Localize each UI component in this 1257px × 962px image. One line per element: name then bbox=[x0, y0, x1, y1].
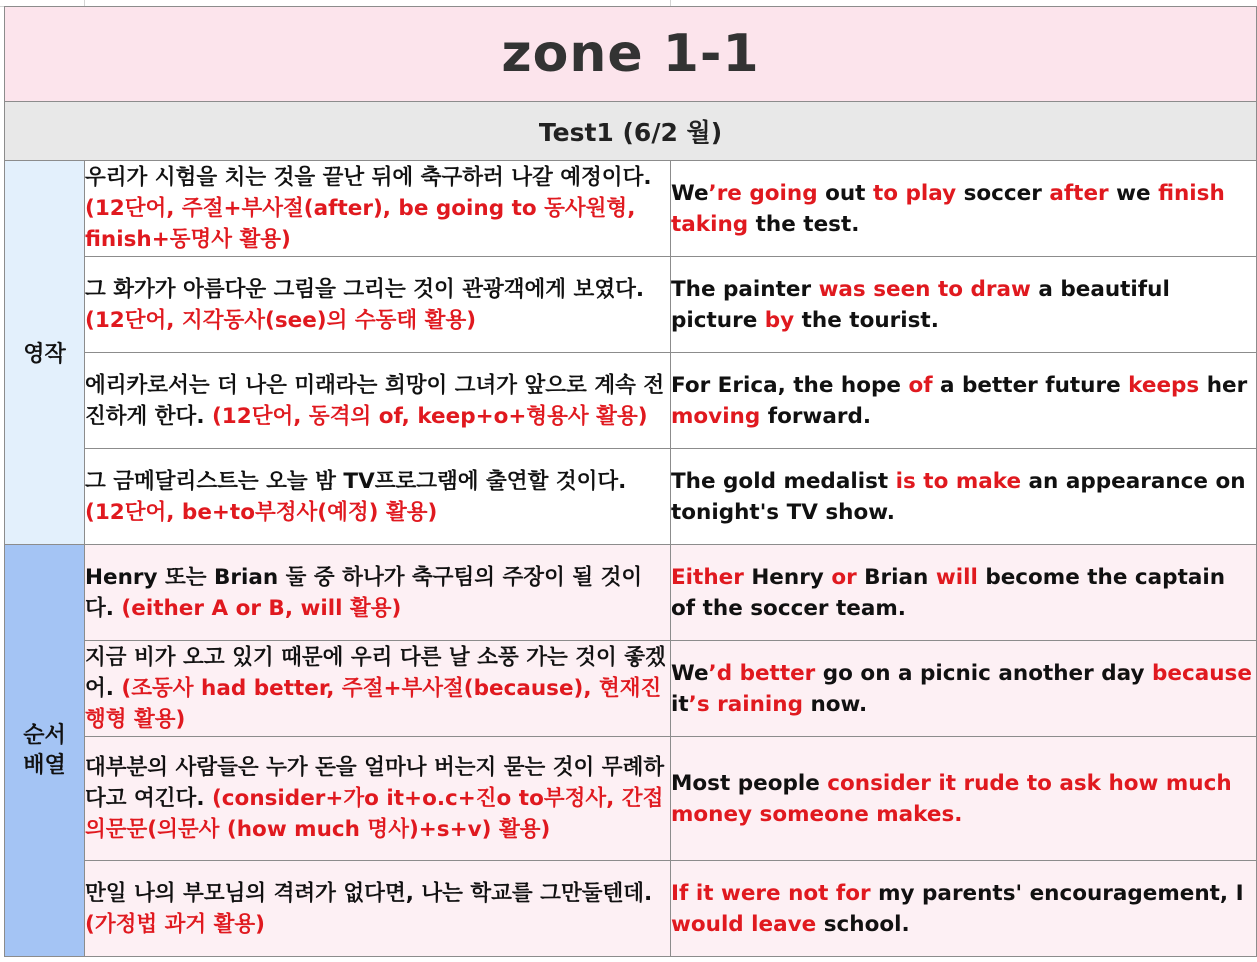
answer-plain-text: We bbox=[671, 180, 709, 206]
answer-text bbox=[671, 181, 1225, 237]
answer-cell bbox=[671, 257, 1257, 353]
answer-key-phrase: is to make bbox=[895, 468, 1022, 494]
answer-plain-text: For Erica, the hope bbox=[671, 372, 909, 398]
category-label: 영작 bbox=[23, 342, 66, 367]
question-text: 에리카로서는 더 나은 미래라는 희망이 그녀가 앞으로 계속 전진하게 한다. bbox=[85, 372, 665, 429]
answer-plain-text: the tourist. bbox=[794, 307, 939, 333]
question-cell bbox=[85, 257, 671, 353]
answer-plain-text: go on a picnic another day bbox=[815, 660, 1152, 686]
question-hint: (12단어, 주절+부사절(after), be going to 동사원형, finish+동명사 활용) bbox=[85, 196, 636, 252]
answer-plain-text: an appearance on tonight's TV show. bbox=[671, 468, 1246, 525]
category-label-line1: 순서 bbox=[23, 722, 66, 748]
question-text: 만일 나의 부모님의 격려가 없다면, 나는 학교를 그만둘텐데. bbox=[85, 880, 653, 906]
answer-key-phrase: moving bbox=[671, 403, 761, 429]
answer-plain-text: the test. bbox=[748, 211, 860, 237]
answer-plain-text: a beautiful picture bbox=[671, 276, 1170, 333]
answer-key-phrase: would leave bbox=[671, 911, 817, 937]
answer-plain-text: out bbox=[817, 180, 873, 206]
answer-cell bbox=[671, 641, 1257, 737]
question-cell bbox=[85, 861, 671, 957]
answer-plain-text: Brian bbox=[856, 564, 936, 590]
answer-text bbox=[671, 277, 1170, 333]
answer-plain-text: it bbox=[671, 691, 689, 717]
answer-plain-text: a better future bbox=[932, 372, 1129, 398]
answer-key-phrase: consider it rude to ask how much money someone makes. bbox=[671, 770, 1232, 827]
question-hint: (12단어, 동격의 of, keep+o+형용사 활용) bbox=[211, 403, 648, 429]
question-text: Henry 또는 Brian 둘 중 하나가 축구팀의 주장이 될 것이다. bbox=[85, 564, 643, 621]
answer-plain-text: we bbox=[1108, 180, 1159, 206]
question-hint: (either A or B, will 활용) bbox=[121, 595, 402, 621]
answer-text bbox=[671, 771, 1232, 827]
answer-key-phrase: Either bbox=[671, 564, 744, 590]
answer-cell bbox=[671, 161, 1257, 257]
answer-plain-text: become the captain of the soccer team. bbox=[671, 564, 1226, 621]
question-cell bbox=[85, 545, 671, 641]
answer-text bbox=[671, 565, 1225, 621]
answer-text bbox=[671, 469, 1246, 525]
question-hint: (가정법 과거 활용) bbox=[85, 911, 266, 937]
category-ordering bbox=[5, 545, 85, 957]
category-label-line2: 배열 bbox=[23, 752, 66, 778]
answer-text bbox=[671, 661, 1252, 717]
answer-plain-text: Henry bbox=[743, 564, 832, 590]
answer-plain-text: my parents' encouragement, I bbox=[870, 880, 1244, 906]
answer-key-phrase: to play bbox=[872, 180, 957, 206]
question-cell bbox=[85, 161, 671, 257]
answer-cell bbox=[671, 737, 1257, 861]
question-text: 우리가 시험을 치는 것을 끝난 뒤에 축구하러 나갈 예정이다. bbox=[85, 165, 652, 190]
page-title: zone 1-1 bbox=[5, 7, 1257, 102]
answer-key-phrase: by bbox=[764, 307, 795, 333]
answer-key-phrase: ’re going bbox=[708, 180, 818, 206]
question-hint: (12단어, 지각동사(see)의 수동태 활용) bbox=[85, 307, 477, 333]
question-text: 대부분의 사람들은 누가 돈을 얼마나 버는지 묻는 것이 무례하다고 여긴다. bbox=[85, 755, 665, 811]
answer-key-phrase: finish taking bbox=[671, 180, 1225, 237]
answer-cell bbox=[671, 353, 1257, 449]
question-text: 지금 비가 오고 있기 때문에 우리 다른 날 소풍 가는 것이 좋겠어. bbox=[85, 645, 666, 701]
answer-plain-text: soccer bbox=[956, 180, 1050, 206]
answer-cell bbox=[671, 861, 1257, 957]
answer-plain-text: now. bbox=[802, 691, 868, 717]
answer-plain-text: We bbox=[671, 660, 709, 686]
answer-key-phrase: ’s raining bbox=[688, 691, 803, 717]
question-text: 그 화가가 아름다운 그림을 그리는 것이 관광객에게 보였다. bbox=[85, 276, 645, 302]
question-cell bbox=[85, 449, 671, 545]
answer-cell bbox=[671, 545, 1257, 641]
answer-plain-text: Most people bbox=[671, 770, 828, 796]
answer-key-phrase: of bbox=[908, 372, 933, 398]
answer-key-phrase: ’d better bbox=[708, 660, 816, 686]
question-hint: (12단어, be+to부정사(예정) 활용) bbox=[85, 499, 438, 525]
answer-plain-text: forward. bbox=[760, 403, 872, 429]
answer-plain-text: The painter bbox=[671, 276, 819, 302]
answer-key-phrase: keeps bbox=[1128, 372, 1200, 398]
answer-plain-text: school. bbox=[816, 911, 910, 937]
answer-key-phrase: after bbox=[1049, 180, 1109, 206]
test-subtitle: Test1 (6/2 월) bbox=[5, 102, 1257, 161]
question-hint: (consider+가o it+o.c+진o to부정사, 간접의문문(의문사 (how much 명사)+s+v) 활용) bbox=[85, 786, 664, 842]
answer-key-phrase: If it were not for bbox=[671, 880, 871, 906]
question-text: 그 금메달리스트는 오늘 밤 TV프로그램에 출연할 것이다. bbox=[85, 468, 627, 494]
answer-cell bbox=[671, 449, 1257, 545]
answer-key-phrase: was seen to draw bbox=[818, 276, 1031, 302]
answer-key-phrase: will bbox=[935, 564, 978, 590]
answer-key-phrase: or bbox=[831, 564, 857, 590]
question-hint: (조동사 had better, 주절+부사절(because), 현재진행형 활용) bbox=[85, 676, 662, 732]
answer-text bbox=[671, 881, 1244, 937]
question-cell bbox=[85, 737, 671, 861]
worksheet-table bbox=[4, 6, 1257, 957]
answer-key-phrase: because bbox=[1151, 660, 1252, 686]
category-composition bbox=[5, 161, 85, 545]
answer-plain-text: her bbox=[1199, 372, 1248, 398]
answer-plain-text: The gold medalist bbox=[671, 468, 896, 494]
answer-text bbox=[671, 373, 1247, 429]
question-cell bbox=[85, 641, 671, 737]
question-cell bbox=[85, 353, 671, 449]
